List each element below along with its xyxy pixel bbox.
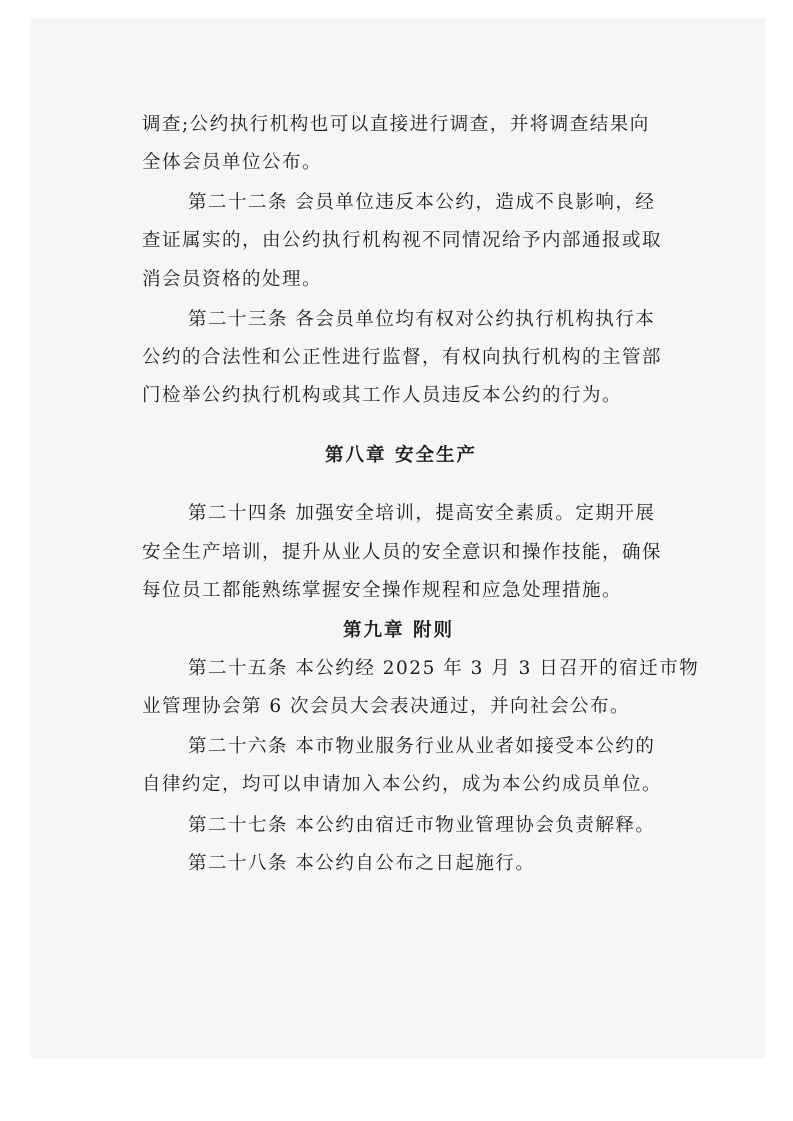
paragraph-line: 公约的合法性和公正性进行监督，有权向执行机构的主管部 bbox=[142, 347, 663, 368]
scanned-page bbox=[30, 18, 765, 1058]
article-23-line: 第二十三条 各会员单位均有权对公约执行机构执行本 bbox=[188, 309, 656, 330]
chapter-8-heading: 第八章 安全生产 bbox=[325, 445, 477, 466]
paragraph-line: 消会员资格的处理。 bbox=[142, 269, 323, 290]
paragraph-line: 门检举公约执行机构或其工作人员违反本公约的行为。 bbox=[142, 385, 623, 406]
paragraph-line: 每位员工都能熟练掌握安全操作规程和应急处理措施。 bbox=[142, 580, 623, 601]
paragraph-line: 查证属实的，由公约执行机构视不同情况给予内部通报或取 bbox=[142, 230, 663, 251]
article-25-line: 第二十五条 本公约经 2025 年 3 月 3 日召开的宿迁市物 bbox=[188, 658, 700, 679]
article-28-line: 第二十八条 本公约自公布之日起施行。 bbox=[188, 853, 536, 874]
paragraph-line: 安全生产培训，提升从业人员的安全意识和操作技能，确保 bbox=[142, 542, 663, 563]
article-24-line: 第二十四条 加强安全培训，提高安全素质。定期开展 bbox=[188, 503, 656, 524]
article-22-line: 第二十二条 会员单位违反本公约，造成不良影响，经 bbox=[188, 192, 656, 213]
chapter-9-heading: 第九章 附则 bbox=[343, 620, 454, 641]
article-27-line: 第二十七条 本公约由宿迁市物业管理协会负责解释。 bbox=[188, 815, 656, 836]
paragraph-line: 调查;公约执行机构也可以直接进行调查，并将调查结果向 bbox=[142, 114, 650, 135]
paragraph-line: 自律约定，均可以申请加入本公约，成为本公约成员单位。 bbox=[142, 774, 663, 795]
paragraph-line: 业管理协会第 6 次会员大会表决通过，并向社会公布。 bbox=[142, 696, 631, 717]
paragraph-line: 全体会员单位公布。 bbox=[142, 152, 323, 173]
article-26-line: 第二十六条 本市物业服务行业从业者如接受本公约的 bbox=[188, 736, 656, 757]
